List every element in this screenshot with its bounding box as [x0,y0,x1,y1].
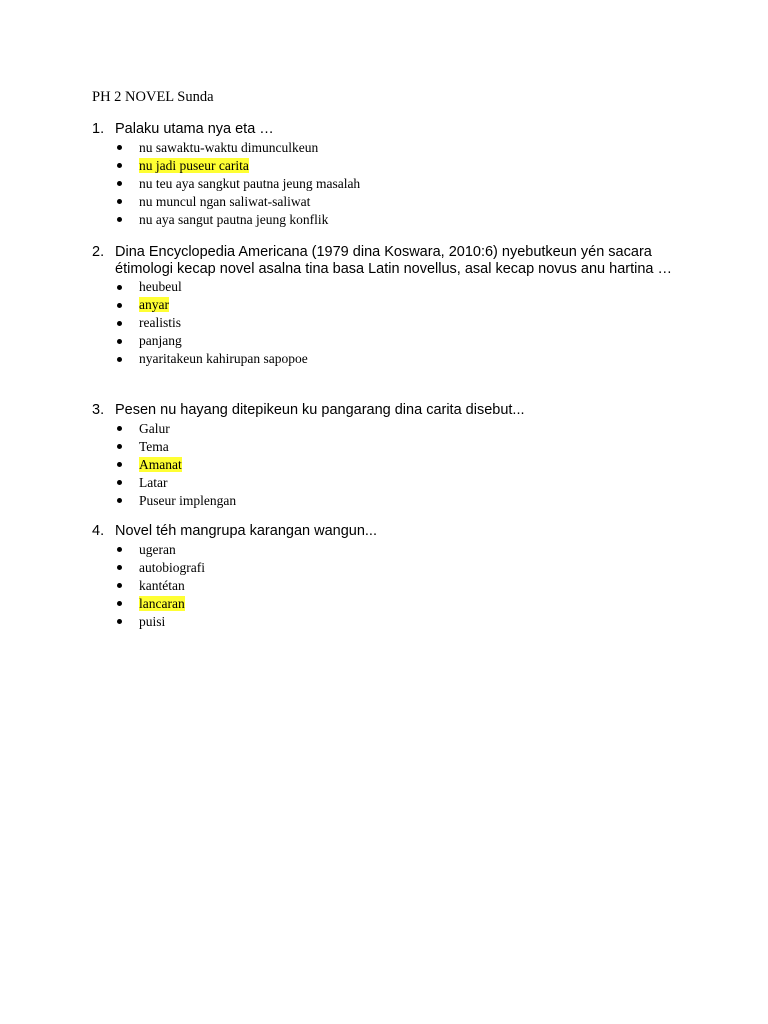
answer-option [92,175,692,193]
option-text: nu muncul ngan saliwat-saliwat [139,193,311,209]
answer-option [92,492,692,510]
option-text: nu aya sangut pautna jeung konflik [139,211,329,227]
option-text-highlighted: nu jadi puseur carita [139,157,249,173]
answer-option [92,278,692,296]
bullet-icon [117,199,122,204]
answer-option [92,193,692,211]
question-number: 4. [92,523,105,539]
bullet-icon [117,426,122,431]
question-stem [92,523,692,540]
bullet-icon [117,583,122,588]
option-text: realistis [139,315,181,330]
answer-option-correct [92,157,692,175]
bullet-icon [117,547,122,552]
answer-option [92,211,692,229]
question-stem [92,402,692,419]
bullet-icon [117,217,122,222]
question-4 [92,523,692,631]
answer-option [92,577,692,595]
option-text: heubeul [139,279,182,294]
option-text: Latar [139,474,168,490]
question-text: Dina Encyclopedia Americana (1979 dina Koswara, 2010:6) nyebutkeun yén sacara étimologi kecap novel asalna tina basa Latin novellus, asal kecap novus anu hartina … [115,244,672,277]
bullet-icon [117,462,122,467]
answer-option [92,139,692,157]
answer-options [92,420,692,510]
option-text-highlighted: Amanat [139,456,182,472]
option-text: nyaritakeun kahirupan sapopoe [139,351,308,366]
bullet-icon [117,303,122,308]
bullet-icon [117,357,122,362]
answer-option [92,314,692,332]
option-text-highlighted: lancaran [139,595,185,611]
bullet-icon [117,181,122,186]
answer-option [92,541,692,559]
answer-options [92,541,692,631]
question-1 [92,121,692,229]
answer-options [92,278,692,368]
option-text: Galur [139,420,170,436]
bullet-icon [117,601,122,606]
bullet-icon [117,480,122,485]
option-text-highlighted: anyar [139,297,169,312]
answer-option [92,474,692,492]
bullet-icon [117,321,122,326]
bullet-icon [117,498,122,503]
answer-option [92,350,692,368]
question-stem [92,121,692,138]
bullet-icon [117,565,122,570]
document-title: PH 2 NOVEL Sunda [92,89,214,105]
answer-option [92,559,692,577]
question-stem [92,244,692,277]
option-text: autobiografi [139,559,205,575]
option-text: Tema [139,438,169,454]
option-text: nu sawaktu-waktu dimunculkeun [139,139,319,155]
question-number: 2. [92,244,105,260]
answer-options [92,139,692,229]
answer-option [92,438,692,456]
question-text: Palaku utama nya eta … [115,121,274,137]
option-text: kantétan [139,577,185,593]
question-text: Novel téh mangrupa karangan wangun... [115,523,377,539]
answer-option-correct [92,296,692,314]
answer-option [92,613,692,631]
question-text: Pesen nu hayang ditepikeun ku pangarang dina carita disebut... [115,402,525,418]
option-text: puisi [139,613,166,629]
question-number: 1. [92,121,105,137]
answer-option-correct [92,456,692,474]
answer-option [92,420,692,438]
bullet-icon [117,339,122,344]
answer-option-correct [92,595,692,613]
option-text: ugeran [139,541,176,557]
bullet-icon [117,163,122,168]
question-3 [92,402,692,510]
option-text: panjang [139,333,182,348]
bullet-icon [117,619,122,624]
bullet-icon [117,145,122,150]
question-2 [92,244,692,368]
answer-option [92,332,692,350]
bullet-icon [117,285,122,290]
question-number: 3. [92,402,105,418]
option-text: nu teu aya sangkut pautna jeung masalah [139,175,361,191]
option-text: Puseur implengan [139,492,237,508]
bullet-icon [117,444,122,449]
